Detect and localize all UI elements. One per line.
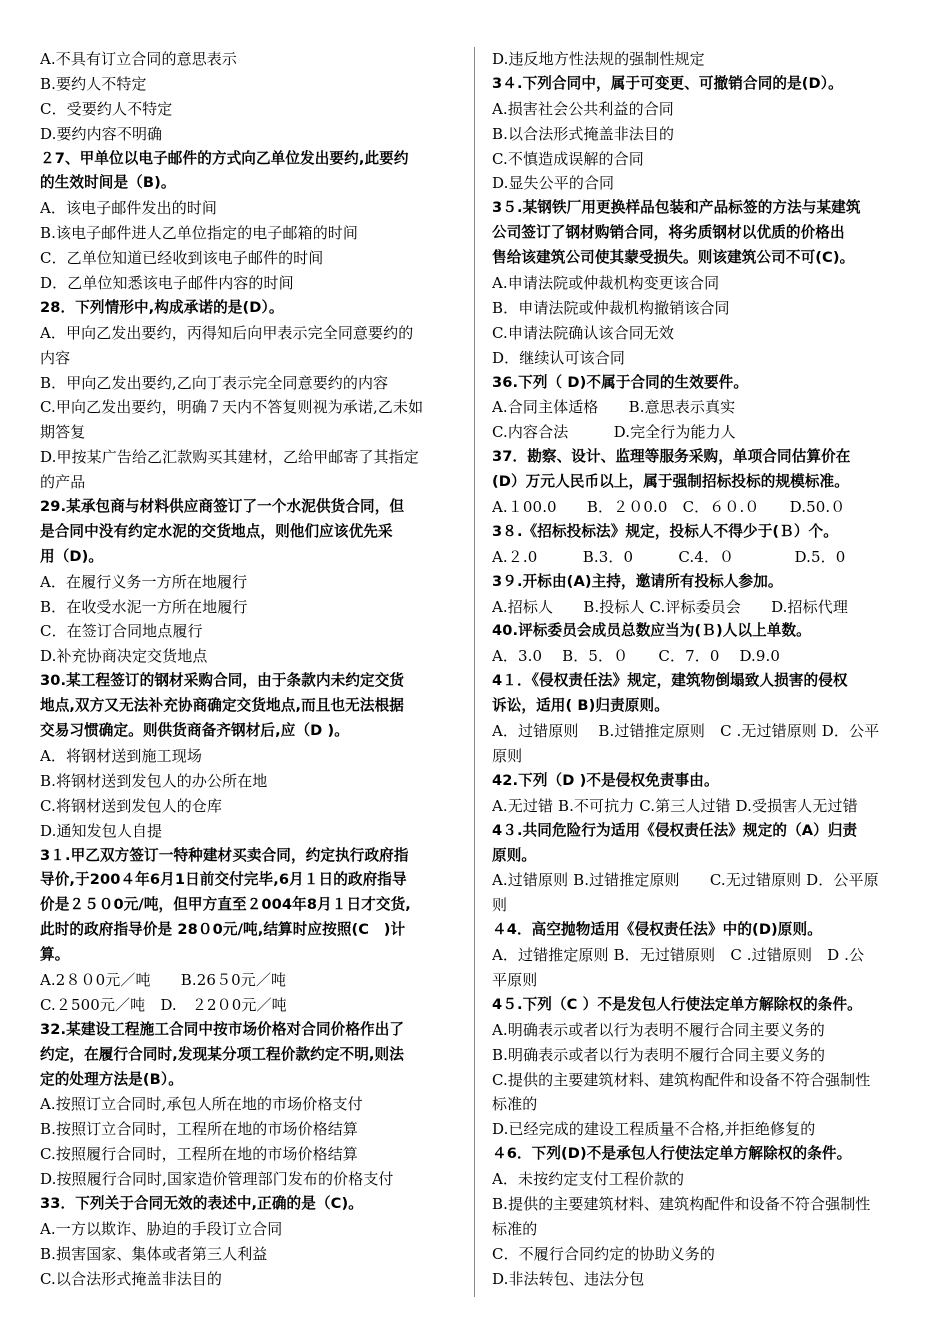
question-line: 40.评标委员会成员总数应当为(Ｂ)人以上单数。 xyxy=(492,622,811,640)
option-line: A.损害社会公共利益的合同 xyxy=(492,99,674,118)
option-line: D.显失公平的合同 xyxy=(492,174,615,193)
question-line: ４4．高空抛物适用《侵权责任法》中的(D)原则。 xyxy=(492,921,822,939)
option-line: A.过错原则 B.过错推定原则 C.无过错原则 D．公平原 xyxy=(492,871,879,890)
question-line: 的生效时间是（B)。 xyxy=(40,174,176,192)
option-line: C.甲向乙发出要约，明确７天内不答复则视为承诺,乙未如 xyxy=(40,398,424,417)
option-line: A.２.0 B.3．0 C.4．０ D.5．0 xyxy=(492,547,846,566)
option-line: 标准的 xyxy=(492,1095,538,1114)
question-line: 30.某工程签订的钢材采购合同，由于条款内未约定交货 xyxy=(40,672,405,690)
option-line: A.无过错 B.不可抗力 C.第三人过错 D.受损害人无过错 xyxy=(492,796,858,815)
left-column xyxy=(40,47,460,1292)
question-line: 地点,双方又无法补充协商确定交货地点,而且也无法根据 xyxy=(40,697,404,715)
option-line: A.合同主体适格 B.意思表示真实 xyxy=(492,398,736,417)
option-line: D.补充协商决定交货地点 xyxy=(40,647,208,666)
option-line: 的产品 xyxy=(40,473,86,492)
question-line: ２7、甲单位以电子邮件的方式向乙单位发出要约,此要约 xyxy=(40,149,409,167)
option-line: 内容 xyxy=(40,348,71,367)
question-line: 3１.甲乙双方签订一特种建材买卖合同，约定执行政府指 xyxy=(40,846,409,864)
question-line: 4５.下列（C ）不是发包人行使法定单方解除权的条件。 xyxy=(492,995,862,1013)
option-line: C.提供的主要建筑材料、建筑构配件和设备不符合强制性 xyxy=(492,1070,871,1089)
option-line: B.该电子邮件进人乙单位指定的电子邮箱的时间 xyxy=(40,224,358,243)
question-line: 诉讼，适用( B)归责原则。 xyxy=(492,697,669,715)
question-line: 公司签订了钢材购销合同，将劣质钢材以优质的价格出 xyxy=(492,224,845,242)
option-line: C.以合法形式掩盖非法目的 xyxy=(40,1269,223,1288)
question-line: 3４.下列合同中，属于可变更、可撤销合同的是(D）。 xyxy=(492,74,843,92)
option-line: A.2８０0元／吨 B.26５0元／吨 xyxy=(40,970,287,989)
column-divider xyxy=(474,47,475,1297)
option-line: C.按照履行合同时，工程所在地的市场价格结算 xyxy=(40,1145,358,1164)
option-line: B.将钢材送到发包人的办公所在地 xyxy=(40,771,268,790)
question-line: 28．下列情形中,构成承诺的是(D）。 xyxy=(40,298,284,316)
option-line: A.按照订立合同时,承包人所在地的市场价格支付 xyxy=(40,1095,363,1114)
option-line: A．将钢材送到施工现场 xyxy=(40,746,202,765)
question-line: 定的处理方法是(B）。 xyxy=(40,1070,183,1088)
option-line: C.内容合法 D.完全行为能力人 xyxy=(492,423,736,442)
option-line: D.已经完成的建设工程质量不合格,并拒绝修复的 xyxy=(492,1120,816,1139)
question-line: 37．勘察、设计、监理等服务采购，单项合同估算价在 xyxy=(492,448,851,466)
option-line: C.将钢材送到发包人的仓库 xyxy=(40,796,223,815)
question-line: 33．下列关于合同无效的表述中,正确的是（C)。 xyxy=(40,1194,363,1212)
option-line: D.甲按某广告给乙汇款购买其建材，乙给甲邮寄了其指定 xyxy=(40,448,419,467)
option-line: A.招标人 B.投标人 C.评标委员会 D.招标代理 xyxy=(492,597,848,616)
question-line: 4３.共同危险行为适用《侵权责任法》规定的（A）归责 xyxy=(492,821,858,839)
right-column xyxy=(492,47,912,1292)
option-line: B.按照订立合同时，工程所在地的市场价格结算 xyxy=(40,1120,358,1139)
question-line: 36.下列（ D)不属于合同的生效要件。 xyxy=(492,373,749,391)
option-line: B．在收受水泥一方所在地履行 xyxy=(40,597,248,616)
option-line: A．过错原则 B.过错推定原则 C .无过错原则 D．公平 xyxy=(492,722,880,741)
option-line: D.非法转包、违法分包 xyxy=(492,1269,645,1288)
option-line: A．在履行义务一方所在地履行 xyxy=(40,572,248,591)
option-line: B.明确表示或者以行为表明不履行合同主要义务的 xyxy=(492,1045,826,1064)
option-line: C.不慎造成误解的合同 xyxy=(492,149,644,168)
option-line: C.申请法院确认该合同无效 xyxy=(492,323,675,342)
option-line: A.一方以欺诈、胁迫的手段订立合同 xyxy=(40,1219,283,1238)
option-line: A．过错推定原则 B．无过错原则 C .过错原则 D .公 xyxy=(492,946,865,965)
question-line: 3５.某钢铁厂用更换样品包装和产品标签的方法与某建筑 xyxy=(492,199,861,217)
option-line: B.提供的主要建筑材料、建筑构配件和设备不符合强制性 xyxy=(492,1194,871,1213)
question-line: 此时的政府指导价是 28０0元/吨,结算时应按照(C )计 xyxy=(40,921,406,939)
option-line: C．不履行合同约定的协助义务的 xyxy=(492,1244,715,1263)
question-line: 价是２５０0元/吨，但甲方直至２004年8月１日才交货, xyxy=(40,896,411,914)
question-line: 42.下列（D )不是侵权免责事由。 xyxy=(492,771,719,789)
question-line: 算。 xyxy=(40,946,70,964)
option-line: 标准的 xyxy=(492,1219,538,1238)
option-line: 则 xyxy=(492,896,508,915)
question-line: 3９.开标由(A)主持，邀请所有投标人参加。 xyxy=(492,572,783,590)
option-line: B．申请法院或仲裁机构撤销该合同 xyxy=(492,298,730,317)
question-line: 售给该建筑公司使其蒙受损失。则该建筑公司不可(C)。 xyxy=(492,249,855,267)
question-line: 交易习惯确定。则供货商备齐钢材后,应（D )。 xyxy=(40,722,349,740)
option-line: C．受要约人不特定 xyxy=(40,99,173,118)
option-line: B.要约人不特定 xyxy=(40,74,147,93)
question-line: (D）万元人民币以上，属于强制招标投标的规模标准。 xyxy=(492,473,849,491)
question-line: 3８.《招标投标法》规定，投标人不得少于(Ｂ）个。 xyxy=(492,522,838,540)
option-line: A．3.0 B．5．０ C．7．0 D.9.0 xyxy=(492,647,781,666)
option-line: C.２500元／吨 D. ２2０0元／吨 xyxy=(40,995,287,1014)
option-line: D．继续认可该合同 xyxy=(492,348,625,367)
option-line: C．乙单位知道已经收到该电子邮件的时间 xyxy=(40,249,324,268)
option-line: 平原则 xyxy=(492,970,538,989)
option-line: 期答复 xyxy=(40,423,86,442)
option-line: A.明确表示或者以行为表明不履行合同主要义务的 xyxy=(492,1020,825,1039)
question-line: 原则。 xyxy=(492,846,537,864)
option-line: D．乙单位知悉该电子邮件内容的时间 xyxy=(40,274,294,293)
question-line: 29.某承包商与材料供应商签订了一个水泥供货合同，但 xyxy=(40,498,405,516)
question-line: 32.某建设工程施工合同中按市场价格对合同价格作出了 xyxy=(40,1020,405,1038)
option-line: A.１00.0 B．２０0.0 C．６０.０ D.50.０ xyxy=(492,498,846,517)
option-line: D.按照履行合同时,国家造价管理部门发布的价格支付 xyxy=(40,1170,394,1189)
option-line: 原则 xyxy=(492,746,523,765)
option-line: B.以合法形式掩盖非法目的 xyxy=(492,124,675,143)
option-line: D.通知发包人自提 xyxy=(40,821,163,840)
question-line: 是合同中没有约定水泥的交货地点，则他们应该优先采 xyxy=(40,522,393,540)
option-line: A.不具有订立合同的意思表示 xyxy=(40,50,238,68)
question-line: 用（D)。 xyxy=(40,547,104,565)
option-line: B．甲向乙发出要约,乙向丁表示完全同意要约的内容 xyxy=(40,373,389,392)
option-line: A．甲向乙发出要约，丙得知后向甲表示完全同意要约的 xyxy=(40,323,414,342)
question-line: 导价,于200４年6月1日前交付完毕,6月１日的政府指导 xyxy=(40,871,407,889)
option-line: D.要约内容不明确 xyxy=(40,124,163,143)
option-line: A．该电子邮件发出的时间 xyxy=(40,199,218,218)
question-line: 4１．《侵权责任法》规定，建筑物倒塌致人损害的侵权 xyxy=(492,672,848,690)
option-line: B.损害国家、集体或者第三人利益 xyxy=(40,1244,268,1263)
option-line: A．未按约定支付工程价款的 xyxy=(492,1170,685,1189)
question-line: ４6．下列(D)不是承包人行使法定单方解除权的条件。 xyxy=(492,1145,852,1163)
option-line: D.违反地方性法规的强制性规定 xyxy=(492,50,705,68)
question-line: 约定，在履行合同时,发现某分项工程价款约定不明,则法 xyxy=(40,1045,404,1063)
option-line: A.申请法院或仲裁机构变更该合同 xyxy=(492,274,720,293)
option-line: C．在签订合同地点履行 xyxy=(40,622,203,641)
